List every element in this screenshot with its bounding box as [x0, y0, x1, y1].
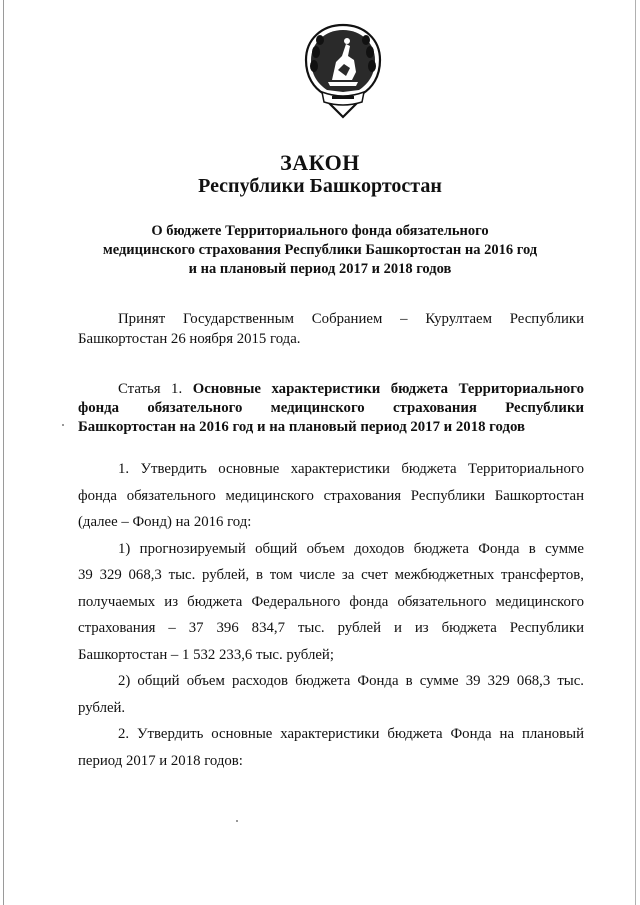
list-item-line: рублей. [78, 699, 126, 716]
subject-line: О бюджете Территориального фонда обязательного [151, 223, 489, 239]
scan-speck [62, 424, 64, 426]
list-item-line: 2) общий объем расходов бюджета Фонда в сумме 39 329 068,3 тыс. [118, 673, 584, 689]
article-heading-line: фонда обязательного медицинского страхования Республики [78, 400, 584, 416]
bashkortostan-coat-of-arms-icon [302, 22, 384, 120]
paragraph-line: (далее – Фонд) на 2016 год: [78, 514, 252, 530]
law-subject [60, 222, 580, 279]
article-heading-line: Башкортостан на 2016 год и на плановый период 2017 и 2018 годов [78, 419, 526, 435]
article-title-start: Основные характеристики бюджета Территориального [192, 381, 584, 397]
paragraph-line: 1. Утвердить основные характеристики бюджета Территориального [118, 461, 584, 477]
subject-line: медицинского страхования Республики Башкортостан на 2016 год [102, 242, 538, 258]
scan-edge-left [3, 0, 4, 905]
adoption-statement [78, 309, 584, 349]
adoption-line: Башкортостан 26 ноября 2015 года. [78, 331, 301, 347]
paragraph-line: фонда обязательного медицинского страхования Республики Башкортостан [78, 487, 584, 504]
scan-edge-right [635, 0, 636, 905]
list-item-line: страхования – 37 396 834,7 тыс. рублей и из бюджета Республики [78, 620, 584, 636]
article-body [78, 456, 584, 774]
list-item-line: Башкортостан – 1 532 233,6 тыс. рублей; [78, 646, 334, 663]
scan-speck [236, 820, 238, 822]
document-title: ЗАКОН [280, 150, 360, 175]
list-item-line: 1) прогнозируемый общий объем доходов бюджета Фонда в сумме [118, 540, 584, 557]
list-item-line: 39 329 068,3 тыс. рублей, в том числе за счет межбюджетных трансфертов, [78, 567, 584, 583]
document-subtitle: Республики Башкортостан [198, 175, 442, 197]
paragraph-line: 2. Утвердить основные характеристики бюджета Фонда на плановый [118, 726, 584, 742]
adoption-line: Принят Государственным Собранием – Курултаем Республики [118, 311, 584, 327]
paragraph-line: период 2017 и 2018 годов: [78, 752, 243, 769]
subject-line: и на плановый период 2017 и 2018 годов [188, 261, 452, 277]
article-heading-line [78, 380, 584, 399]
article-heading [78, 380, 584, 437]
list-item-line: получаемых из бюджета Федерального фонда обязательного медицинского [78, 593, 584, 610]
article-label: Статья 1. [118, 381, 183, 397]
